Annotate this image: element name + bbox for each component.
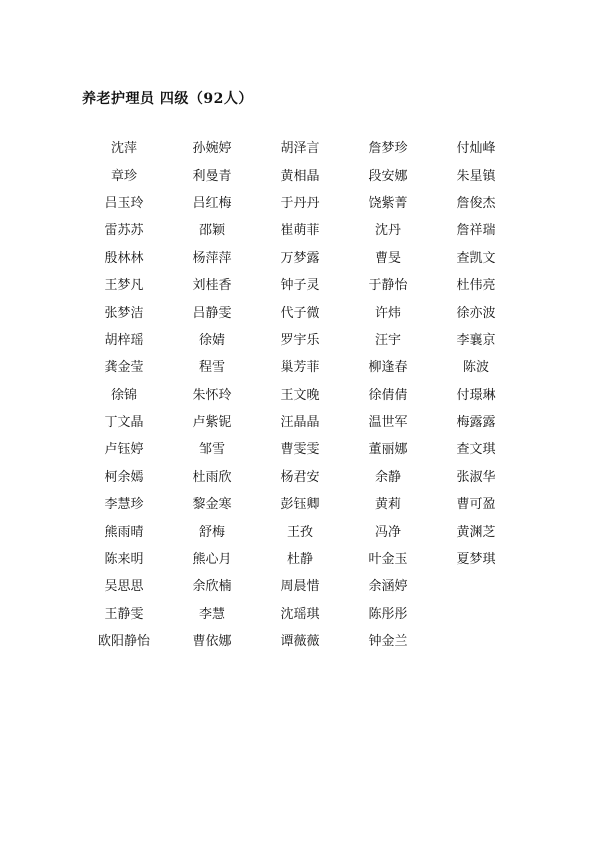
name-cell: 邵颖 xyxy=(198,223,225,239)
name-cell: 张淑华 xyxy=(456,469,496,485)
name-cell: 杜伟亮 xyxy=(456,278,496,294)
name-row xyxy=(80,325,520,352)
name-row xyxy=(80,571,520,598)
name-cell: 卢紫铌 xyxy=(192,415,232,431)
name-row xyxy=(80,188,520,215)
name-cell: 利曼青 xyxy=(192,168,232,184)
name-cell: 王文晚 xyxy=(280,387,320,403)
name-row xyxy=(80,544,520,571)
name-cell: 曹雯雯 xyxy=(280,442,320,458)
name-cell: 于丹丹 xyxy=(280,195,320,211)
name-row xyxy=(80,160,520,187)
name-cell: 丁文晶 xyxy=(104,415,144,431)
name-cell: 许炜 xyxy=(374,305,401,321)
name-cell: 陈来明 xyxy=(104,552,144,568)
name-cell: 徐亦波 xyxy=(456,305,496,321)
name-cell: 柯余嫣 xyxy=(104,469,144,485)
page-title: 养老护理员 四级（92人） xyxy=(82,91,253,107)
name-cell: 朱怀玲 xyxy=(192,387,232,403)
name-cell: 崔萌菲 xyxy=(280,223,320,239)
name-row xyxy=(80,516,520,543)
name-row xyxy=(80,297,520,324)
name-cell: 舒梅 xyxy=(198,524,225,540)
name-cell: 周晨惜 xyxy=(280,579,320,595)
name-cell: 于静怡 xyxy=(368,278,408,294)
name-cell: 李慧珍 xyxy=(104,497,144,513)
name-cell: 罗宇乐 xyxy=(280,332,320,348)
name-cell: 沈萍 xyxy=(110,141,137,157)
name-cell: 孙婉婷 xyxy=(192,141,232,157)
name-cell: 胡泽言 xyxy=(280,141,320,157)
name-cell: 黄渊芝 xyxy=(456,524,496,540)
name-cell: 巢芳菲 xyxy=(280,360,320,376)
name-cell: 曹可盈 xyxy=(456,497,496,513)
name-cell: 邹雪 xyxy=(198,442,225,458)
name-cell: 杜静 xyxy=(286,552,313,568)
name-cell: 汪宇 xyxy=(374,332,401,348)
name-cell: 詹梦珍 xyxy=(368,141,408,157)
name-cell: 朱星镇 xyxy=(456,168,496,184)
name-row xyxy=(80,133,520,160)
name-cell: 詹祥瑞 xyxy=(456,223,496,239)
name-cell: 钟子灵 xyxy=(280,278,320,294)
name-cell: 吕玉玲 xyxy=(104,195,144,211)
name-cell: 吕红梅 xyxy=(192,195,232,211)
name-cell: 梅露露 xyxy=(456,415,496,431)
name-cell: 雷苏苏 xyxy=(104,223,144,239)
name-cell: 谭薇薇 xyxy=(280,634,320,650)
name-cell: 余静 xyxy=(374,469,401,485)
name-cell: 胡梓瑶 xyxy=(104,332,144,348)
name-row xyxy=(80,270,520,297)
name-cell: 查凯文 xyxy=(456,250,496,266)
name-cell: 钟金兰 xyxy=(368,634,408,650)
name-row xyxy=(80,434,520,461)
name-cell: 查文琪 xyxy=(456,442,496,458)
name-cell: 黄莉 xyxy=(374,497,401,513)
name-cell: 程雪 xyxy=(198,360,225,376)
name-cell: 刘桂香 xyxy=(192,278,232,294)
name-cell: 王静雯 xyxy=(104,606,144,622)
name-row xyxy=(80,243,520,270)
name-cell: 吴思思 xyxy=(104,579,144,595)
name-cell: 杨君安 xyxy=(280,469,320,485)
name-cell: 曹旻 xyxy=(374,250,401,266)
name-cell: 李慧 xyxy=(198,606,225,622)
name-row xyxy=(80,380,520,407)
name-row xyxy=(80,215,520,242)
name-cell: 付灿峰 xyxy=(456,141,496,157)
name-cell: 余涵婷 xyxy=(368,579,408,595)
name-cell: 徐锦 xyxy=(110,387,137,403)
name-cell: 沈瑶琪 xyxy=(280,606,320,622)
name-cell: 熊心月 xyxy=(192,552,232,568)
name-cell: 付璟琳 xyxy=(456,387,496,403)
name-cell: 代子微 xyxy=(280,305,320,321)
name-row xyxy=(80,489,520,516)
name-cell: 李襄京 xyxy=(456,332,496,348)
name-cell: 王孜 xyxy=(286,524,313,540)
name-cell: 董丽娜 xyxy=(368,442,408,458)
name-row xyxy=(80,352,520,379)
name-cell: 沈丹 xyxy=(374,223,401,239)
name-cell: 徐倩倩 xyxy=(368,387,408,403)
name-cell: 熊雨晴 xyxy=(104,524,144,540)
name-cell: 陈波 xyxy=(462,360,489,376)
name-cell: 夏梦琪 xyxy=(456,552,496,568)
name-cell: 汪晶晶 xyxy=(280,415,320,431)
name-row xyxy=(80,599,520,626)
name-cell: 柳逢春 xyxy=(368,360,408,376)
name-cell: 徐婧 xyxy=(198,332,225,348)
name-cell: 杨萍萍 xyxy=(192,250,232,266)
name-cell: 叶金玉 xyxy=(368,552,408,568)
name-cell: 王梦凡 xyxy=(104,278,144,294)
name-cell: 杜雨欣 xyxy=(192,469,232,485)
name-cell: 殷林林 xyxy=(104,250,144,266)
name-cell: 张梦洁 xyxy=(104,305,144,321)
name-cell: 余欣楠 xyxy=(192,579,232,595)
name-cell: 陈彤彤 xyxy=(368,606,408,622)
name-cell: 段安娜 xyxy=(368,168,408,184)
name-cell: 黄相晶 xyxy=(280,168,320,184)
name-cell: 卢钰婷 xyxy=(104,442,144,458)
name-cell: 詹俊杰 xyxy=(456,195,496,211)
name-cell: 温世军 xyxy=(368,415,408,431)
name-row xyxy=(80,407,520,434)
name-row xyxy=(80,626,520,653)
name-cell: 龚金莹 xyxy=(104,360,144,376)
name-cell: 欧阳静怡 xyxy=(97,634,150,650)
name-cell: 曹依娜 xyxy=(192,634,232,650)
name-cell: 黎金寒 xyxy=(192,497,232,513)
name-row xyxy=(80,462,520,489)
name-cell: 饶紫菁 xyxy=(368,195,408,211)
name-list-table xyxy=(80,133,520,653)
name-cell: 冯净 xyxy=(374,524,401,540)
name-cell: 万梦露 xyxy=(280,250,320,266)
name-cell: 彭钰卿 xyxy=(280,497,320,513)
name-cell: 吕静雯 xyxy=(192,305,232,321)
name-cell: 章珍 xyxy=(110,168,137,184)
